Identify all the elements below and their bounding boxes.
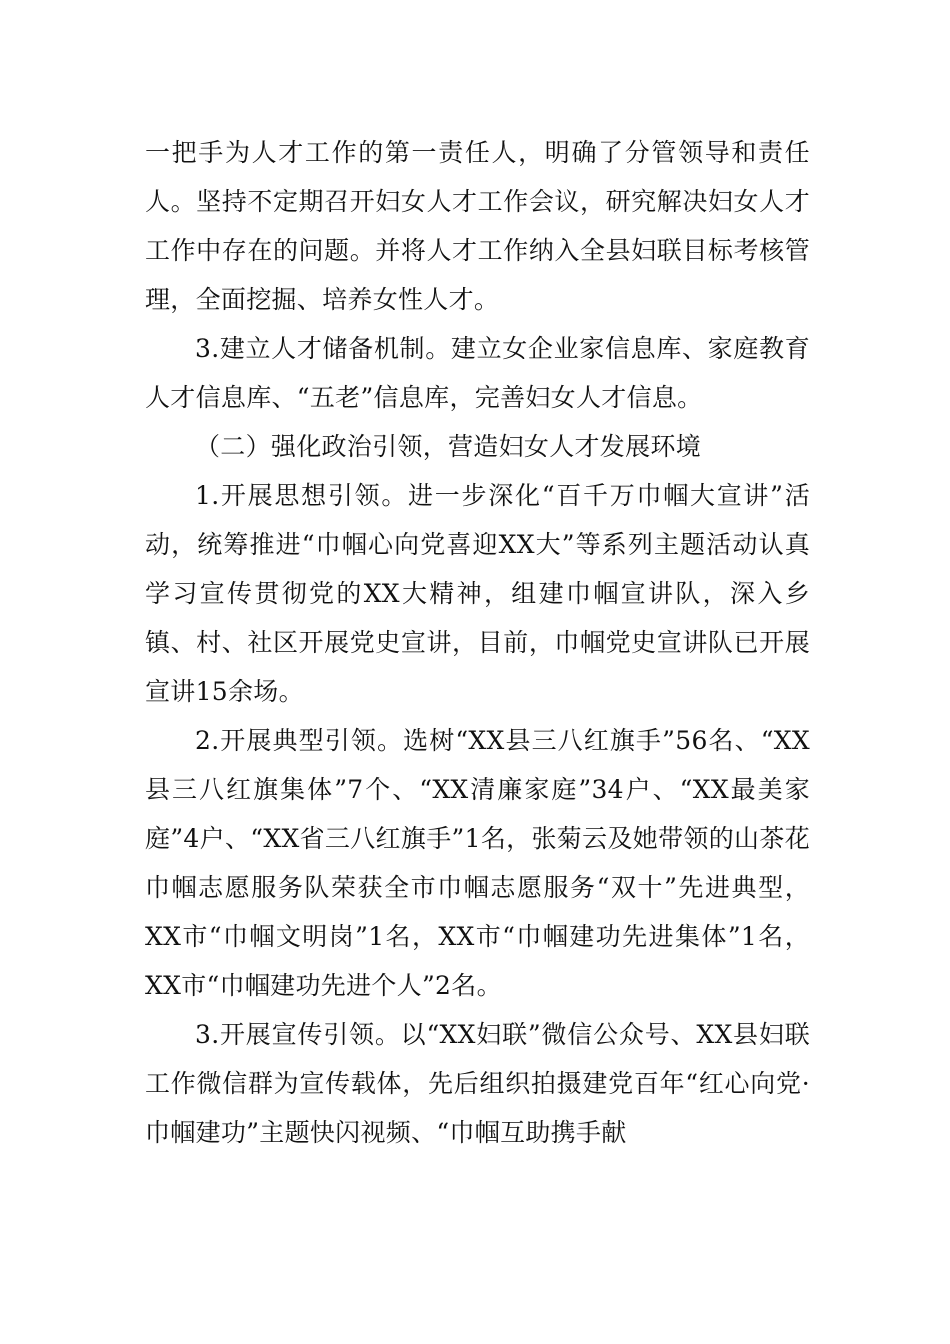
paragraph-talent-reserve: 3.建立人才储备机制。建立女企业家信息库、家庭教育人才信息库、“五老”信息库，完善妇女人才信息。 xyxy=(145,334,810,412)
paragraph-publicity-guidance: 3.开展宣传引领。以“XX妇联”微信公众号、XX县妇联工作微信群为宣传载体，先后组织拍摄建党百年“红心向党·巾帼建功”主题快闪视频、“巾帼互助携手献 xyxy=(145,1020,810,1147)
paragraph-model-guidance: 2.开展典型引领。选树“XX县三八红旗手”56名、“XX县三八红旗集体”7个、“XX清廉家庭”34户、“XX最美家庭”4户、“XX省三八红旗手”1名，张菊云及她带领的山茶花巾帼志愿服务队荣获全市巾帼志愿服务“双十”先进典型，XX市“巾帼文明岗”1名，XX市“巾帼建功先进集体”1名，XX市“巾帼建功先进个人”2名。 xyxy=(145,726,810,1000)
section-heading-political-guidance: （二）强化政治引领，营造妇女人才发展环境 xyxy=(195,432,702,461)
paragraph-ideological-guidance: 1.开展思想引领。进一步深化“百千万巾帼大宣讲”活动，统筹推进“巾帼心向党喜迎XX大”等系列主题活动认真学习宣传贯彻党的XX大精神，组建巾帼宣讲队，深入乡镇、村、社区开展党史宣讲，目前，巾帼党史宣讲队已开展宣讲15余场。 xyxy=(145,481,810,706)
paragraph-continuation: 一把手为人才工作的第一责任人，明确了分管领导和责任人。坚持不定期召开妇女人才工作会议，研究解决妇女人才工作中存在的问题。并将人才工作纳入全县妇联目标考核管理，全面挖掘、培养女性人才。 xyxy=(145,138,810,314)
document-body xyxy=(145,128,810,1157)
